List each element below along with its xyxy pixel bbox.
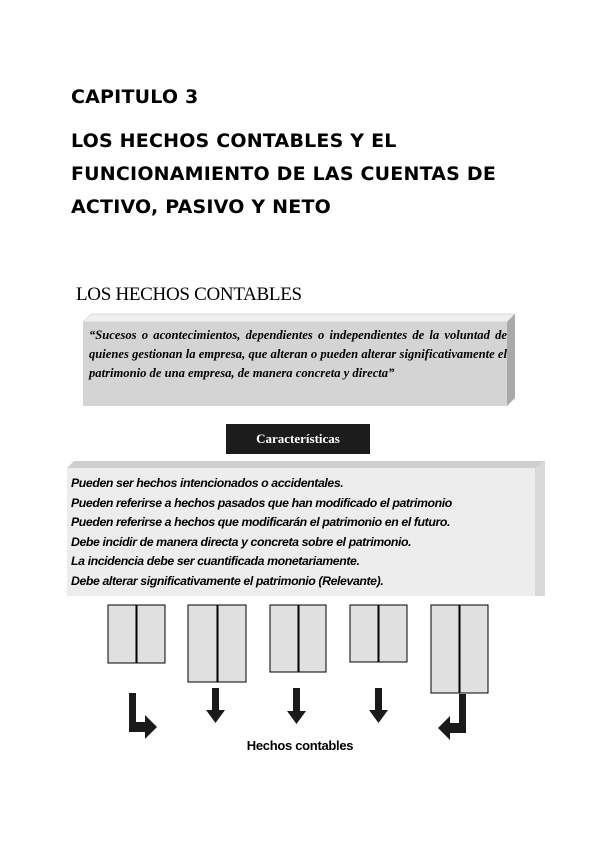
characteristics-label: Características	[226, 424, 370, 454]
bent-arrow-right-icon	[129, 693, 157, 739]
definition-text: “Sucesos o acontecimientos, dependientes o independientes de la voluntad de quienes gestionan la empresa, que alteran o pueden alterar significativamente el patrimonio de una empresa, de manera concreta y directa”	[89, 328, 507, 380]
arrow-down-icon	[206, 688, 225, 723]
list-item: Pueden referirse a hechos que modificarán el patrimonio en el futuro.	[71, 515, 450, 529]
list-item: Debe incidir de manera directa y concreta sobre el patrimonio.	[71, 534, 412, 549]
list-item: Debe alterar significativamente el patrimonio (Relevante).	[71, 573, 384, 588]
arrow-down-icon	[369, 688, 388, 723]
account-rect	[431, 605, 459, 693]
account-rect	[299, 605, 326, 672]
account-rect	[350, 605, 378, 662]
section-heading: LOS HECHOS CONTABLES	[76, 284, 302, 305]
chapter-title-line-3: ACTIVO, PASIVO Y NETO	[71, 196, 331, 218]
list-item: La incidencia debe ser cuantificada monetariamente.	[71, 554, 360, 568]
chapter-title-line-1: LOS HECHOS CONTABLES Y EL	[71, 130, 397, 152]
account-rect	[108, 605, 136, 663]
chapter-title-line-2: FUNCIONAMIENTO DE LAS CUENTAS DE	[71, 163, 497, 185]
arrow-down-icon	[287, 688, 306, 724]
chapter-number: CAPITULO 3	[71, 86, 199, 108]
list-item: Pueden ser hechos intencionados o accidentales.	[71, 476, 344, 490]
account-rect	[188, 605, 217, 682]
diagram-label: Hechos contables	[246, 738, 354, 753]
account-rect	[137, 605, 165, 663]
list-item: Pueden referirse a hechos pasados que han modificado el patrimonio	[71, 495, 452, 510]
account-rect	[379, 605, 407, 662]
account-rect	[218, 605, 246, 682]
bent-arrow-left-icon	[438, 694, 466, 740]
account-rect	[460, 605, 488, 693]
account-rect	[270, 605, 298, 672]
